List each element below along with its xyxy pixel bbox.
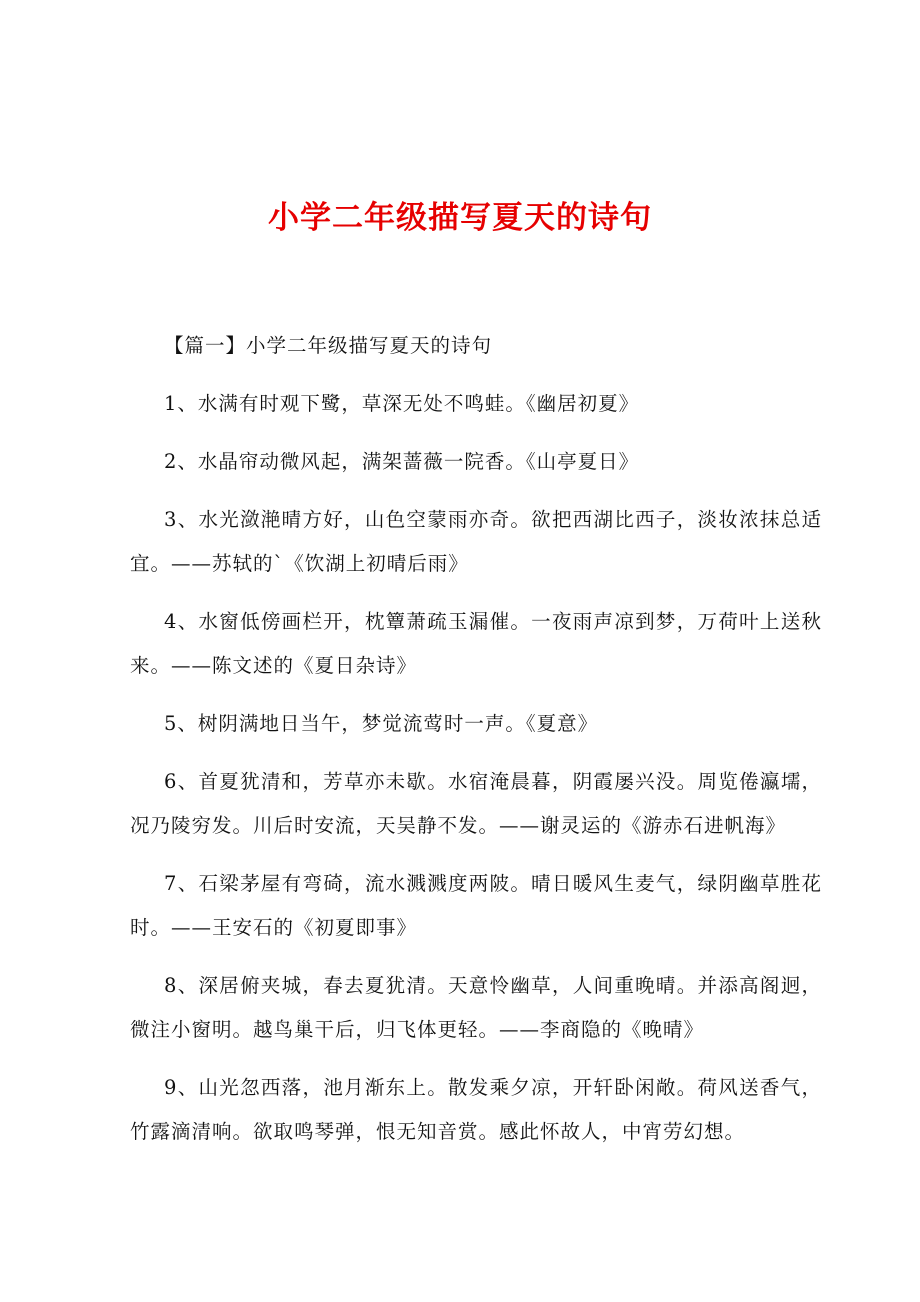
poem-line-2: 2、水晶帘动微风起，满架蔷薇一院香。《山亭夏日》 [164,450,640,473]
poem-line-3: 3、水光潋滟晴方好，山色空蒙雨亦奇。欲把西湖比西子，淡妆浓抹总适宜。——苏轼的`《饮湖上初晴后雨》 [130,508,822,575]
poem-line-5: 5、树阴满地日当午，梦觉流莺时一声。《夏意》 [164,712,599,735]
poem-line-9: 9、山光忽西落，池月渐东上。散发乘夕凉，开轩卧闲敞。荷风送香气，竹露滴清响。欲取鸣琴弹，恨无知音赏。感此怀故人，中宵劳幻想。 [130,1076,822,1143]
poem-line-6: 6、首夏犹清和，芳草亦未歇。水宿淹晨暮，阴霞屡兴没。周览倦瀛壖，况乃陵穷发。川后时安流，天吴静不发。——谢灵运的《游赤石进帆海》 [130,770,822,837]
section-heading: 【篇一】小学二年级描写夏天的诗句 [164,334,493,357]
poem-line-4: 4、水窗低傍画栏开，枕簟萧疏玉漏催。一夜雨声凉到梦，万荷叶上送秋来。——陈文述的《夏日杂诗》 [130,610,822,677]
poem-line-8: 8、深居俯夹城，春去夏犹清。天意怜幽草，人间重晚晴。并添高阁迥，微注小窗明。越鸟巢干后，归飞体更轻。——李商隐的《晚晴》 [130,974,822,1041]
document-title: 小学二年级描写夏天的诗句 [268,200,652,236]
poem-line-7: 7、石梁茅屋有弯碕，流水溅溅度两陂。晴日暖风生麦气，绿阴幽草胜花时。——王安石的《初夏即事》 [130,872,822,939]
document-body [130,324,822,1168]
poem-line-1: 1、水满有时观下鹭，草深无处不鸣蛙。《幽居初夏》 [164,392,640,415]
